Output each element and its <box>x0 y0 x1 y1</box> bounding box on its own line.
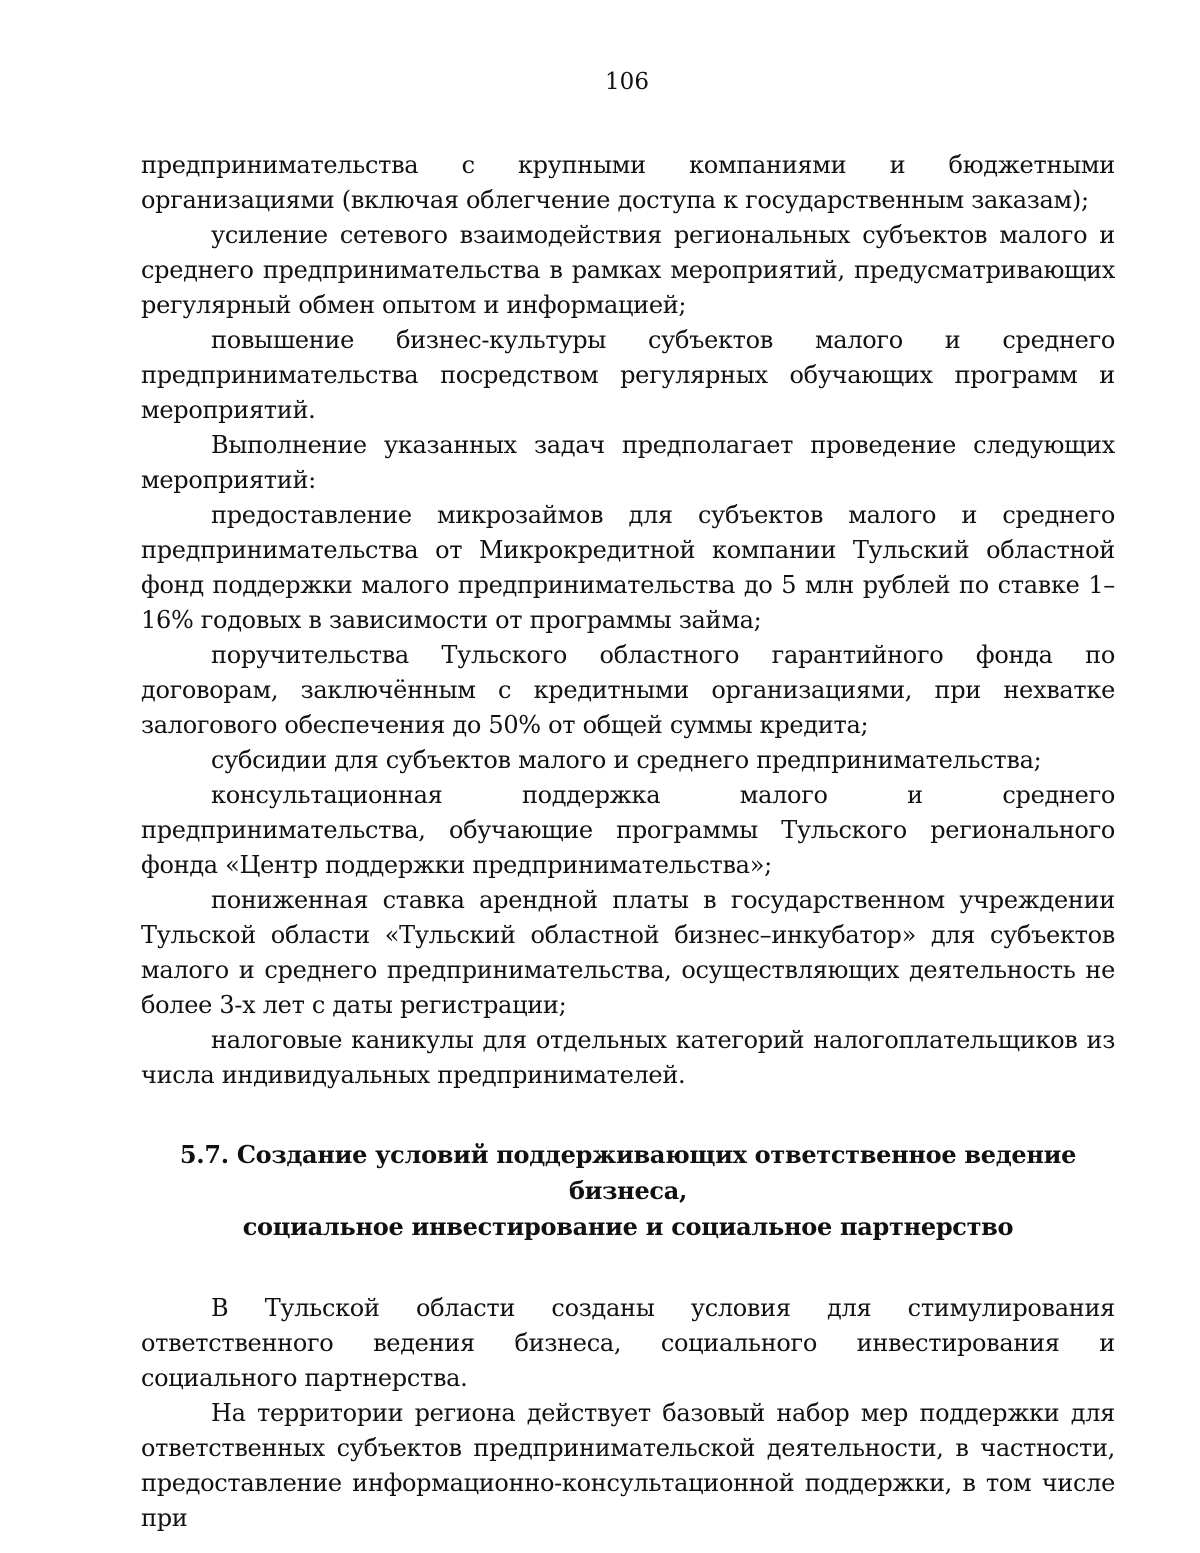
paragraph: предпринимательства с крупными компаниями и бюджетными организациями (включая облегчение доступа к государственным заказам); <box>141 151 1115 214</box>
paragraph: консультационная поддержка малого и среднего предпринимательства, обучающие программы Тульского регионального фонда «Центр поддержки предпринимательства»; <box>141 781 1115 879</box>
paragraph: На территории региона действует базовый набор мер поддержки для ответственных субъектов предпринимательской деятельности, в частности, предоставление информационно-консультационной поддержки, в том числе при <box>141 1399 1115 1532</box>
section-body <box>141 1291 1115 1536</box>
page-number: 106 <box>605 69 649 95</box>
section-heading <box>141 1137 1115 1245</box>
paragraph: усиление сетевого взаимодействия региональных субъектов малого и среднего предпринимательства в рамках мероприятий, предусматривающих регулярный обмен опытом и информацией; <box>141 221 1115 319</box>
paragraph: В Тульской области созданы условия для стимулирования ответственного ведения бизнеса, социального инвестирования и социального партнерства. <box>141 1294 1115 1392</box>
paragraph: пониженная ставка арендной платы в государственном учреждении Тульской области «Тульский областной бизнес–инкубатор» для субъектов малого и среднего предпринимательства, осуществляющих деятельность не более 3-х лет с даты регистрации; <box>141 886 1115 1019</box>
paragraph: налоговые каникулы для отдельных категорий налогоплательщиков из числа индивидуальных предпринимателей. <box>141 1026 1115 1089</box>
section-heading-line: социальное инвестирование и социальное партнерство <box>242 1212 1014 1241</box>
section-heading-line: 5.7. Создание условий поддерживающих ответственное ведение бизнеса, <box>179 1140 1077 1205</box>
paragraph: предоставление микрозаймов для субъектов малого и среднего предпринимательства от Микрокредитной компании Тульский областной фонд поддержки малого предпринимательства до 5 млн рублей по ставке 1–16% годовых в зависимости от программы займа; <box>141 501 1115 634</box>
paragraph: субсидии для субъектов малого и среднего предпринимательства; <box>211 746 1042 774</box>
paragraph: Выполнение указанных задач предполагает проведение следующих мероприятий: <box>141 431 1115 494</box>
document-body <box>141 148 1115 1536</box>
paragraph: повышение бизнес-культуры субъектов малого и среднего предпринимательства посредством регулярных обучающих программ и мероприятий. <box>141 326 1115 424</box>
paragraph: поручительства Тульского областного гарантийного фонда по договорам, заключённым с кредитными организациями, при нехватке залогового обеспечения до 50% от общей суммы кредита; <box>141 641 1115 739</box>
